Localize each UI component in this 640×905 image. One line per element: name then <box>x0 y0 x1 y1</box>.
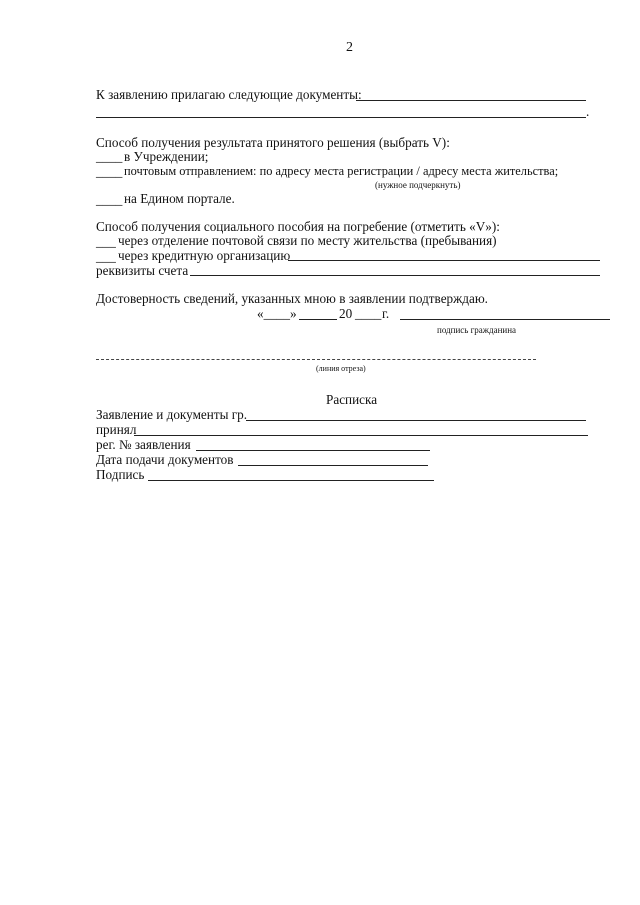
receipt-reg-number-line[interactable] <box>196 450 430 451</box>
citizen-signature-hint: подпись гражданина <box>437 325 517 335</box>
result-blank-institution[interactable]: ____ <box>96 149 123 164</box>
receipt-title: Расписка <box>326 392 378 407</box>
allowance-option-bank: через кредитную организацию <box>118 248 291 263</box>
result-blank-portal[interactable]: ____ <box>96 192 123 207</box>
date-century: 20 <box>339 306 353 321</box>
cut-line <box>96 359 536 360</box>
result-method-title: Способ получения результата принятого решения (выбрать V): <box>96 135 450 150</box>
allowance-option-post: через отделение почтовой связи по месту жительства (пребывания) <box>118 233 497 248</box>
receipt-docs-from-line[interactable] <box>246 420 586 421</box>
receipt-accepted-line[interactable] <box>134 435 588 436</box>
result-option-institution: в Учреждении; <box>124 149 209 164</box>
receipt-docs-from-label: Заявление и документы гр. <box>96 407 248 422</box>
result-hint: (нужное подчеркнуть) <box>375 180 461 190</box>
account-label: реквизиты счета <box>96 263 189 278</box>
result-option-portal: на Едином портале. <box>124 191 235 206</box>
citizen-signature-line[interactable] <box>400 319 610 320</box>
result-blank-mail[interactable]: ____ <box>96 164 123 179</box>
allowance-blank-post[interactable]: ___ <box>96 234 116 249</box>
date-year[interactable]: ____ <box>355 306 382 321</box>
receipt-submission-date-line[interactable] <box>238 465 428 466</box>
cut-line-label: (линия отреза) <box>316 364 366 373</box>
attachments-end-mark: . <box>586 104 590 119</box>
allowance-method-title: Способ получения социального пособия на погребение (отметить «V»): <box>96 219 500 234</box>
attachments-line-2[interactable] <box>96 117 586 118</box>
attachments-label: К заявлению прилагаю следующие документы: <box>96 87 362 102</box>
receipt-submission-date-label: Дата подачи документов <box>96 452 234 467</box>
date-suffix: г. <box>382 306 390 321</box>
account-line[interactable] <box>190 275 600 276</box>
receipt-signature-label: Подпись <box>96 467 145 482</box>
date-month-line[interactable] <box>299 319 337 320</box>
bank-name-line[interactable] <box>288 260 600 261</box>
page-number: 2 <box>346 40 353 55</box>
confirmation-text: Достоверность сведений, указанных мною в заявлении подтверждаю. <box>96 291 488 306</box>
receipt-reg-number-label: рег. № заявления <box>96 437 191 452</box>
result-option-mail: почтовым отправлением: по адресу места регистрации / адресу места жительства; <box>124 164 559 178</box>
date-day-month[interactable]: «____» <box>257 306 297 321</box>
attachments-line-1[interactable] <box>356 100 586 101</box>
receipt-signature-line[interactable] <box>148 480 434 481</box>
allowance-blank-bank[interactable]: ___ <box>96 249 116 264</box>
receipt-accepted-label: принял <box>96 422 137 437</box>
